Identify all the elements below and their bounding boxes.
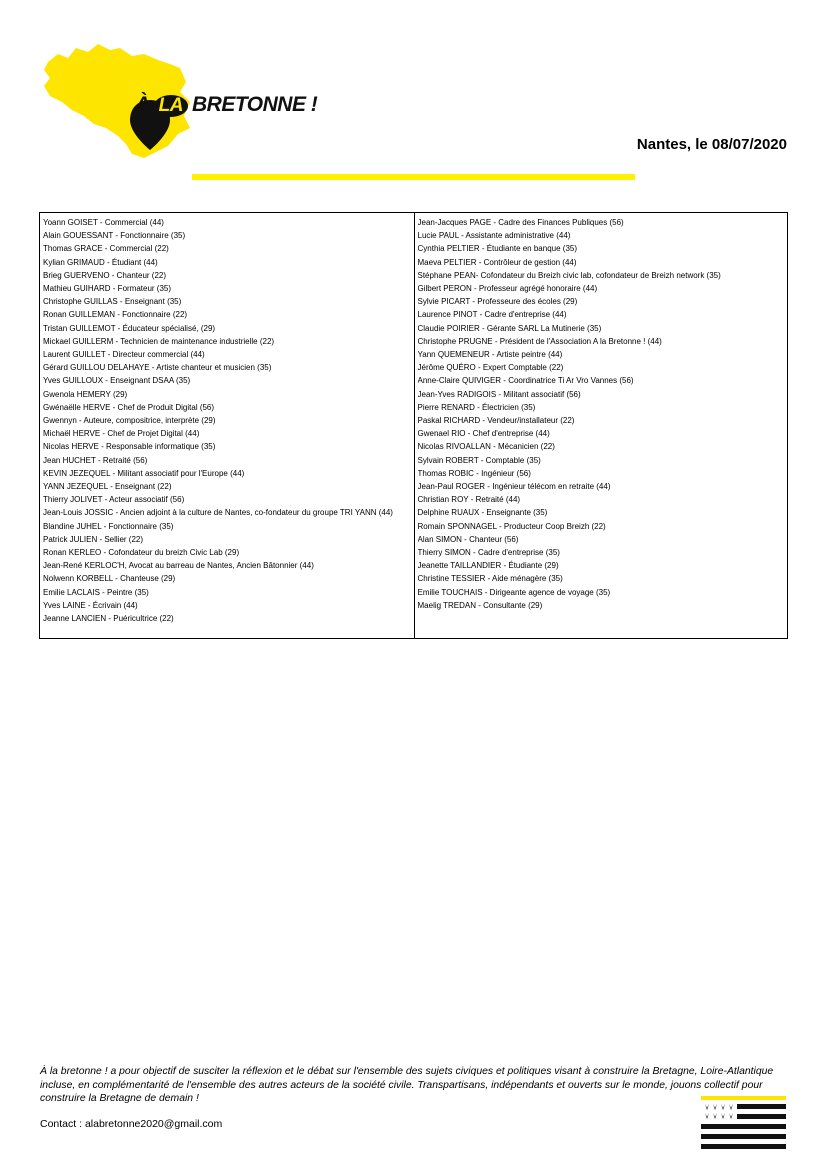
signatory-entry: Jean-René KERLOC'H, Avocat au barreau de Nantes, Ancien Bâtonnier (44) — [43, 561, 314, 571]
signatories-left-column — [40, 213, 414, 638]
signatory-entry: Gwénaëlle HERVE - Chef de Produit Digital (56) — [43, 402, 215, 412]
signatory-entry: Stéphane PEAN- Cofondateur du Breizh civic lab, cofondateur de Breizh network (35) — [417, 270, 721, 280]
signatory-entry: Yves LAINE - Écrivain (44) — [43, 600, 138, 610]
signatory-entry: Claudie POIRIER - Gérante SARL La Mutinerie (35) — [417, 323, 602, 333]
signatories-table — [39, 212, 788, 639]
signatory-entry: Gwenola HEMERY (29) — [43, 389, 128, 399]
signatory-entry: Delphine RUAUX - Enseignante (35) — [417, 508, 548, 518]
signatory-entry: Thierry SIMON - Cadre d'entreprise (35) — [417, 548, 560, 558]
signatory-entry: Gérard GUILLOU DELAHAYE - Artiste chanteur et musicien (35) — [43, 363, 272, 373]
signatory-entry: Nolwenn KORBELL - Chanteuse (29) — [43, 574, 176, 584]
signatory-entry: Gwennyn - Auteure, compositrice, interprète (29) — [43, 416, 216, 426]
logo-wordmark — [135, 93, 317, 117]
signatory-entry: Anne-Claire QUIVIGER - Coordinatrice Ti Ar Vro Vannes (56) — [417, 376, 634, 386]
signatory-entry: Lucie PAUL - Assistante administrative (44) — [417, 231, 571, 241]
signatory-entry: Sylvie PICART - Professeure des écoles (29) — [417, 297, 578, 307]
signatory-entry: Pierre RENARD - Électricien (35) — [417, 402, 536, 412]
gwenn-ha-du-flag — [701, 1096, 786, 1154]
signatory-entry: Christophe GUILLAS - Enseignant (35) — [43, 297, 182, 307]
signatory-entry: Jérôme QUÉRO - Expert Comptable (22) — [417, 363, 564, 373]
signatory-entry: Christian ROY - Retraité (44) — [417, 495, 521, 505]
signatory-entry: Jean-Jacques PAGE - Cadre des Finances Publiques (56) — [417, 218, 624, 227]
signatory-entry: Maeva PELTIER - Contrôleur de gestion (44) — [417, 257, 577, 267]
logo-text-prefix: À — [135, 93, 150, 116]
signatory-entry: Emilie LACLAIS - Peintre (35) — [43, 587, 149, 597]
signatory-entry: Yves GUILLOUX - Enseignant DSAA (35) — [43, 376, 191, 386]
signatory-entry: Maelig TREDAN - Consultante (29) — [417, 600, 543, 610]
signatory-entry: Yann QUEMENEUR - Artiste peintre (44) — [417, 350, 563, 360]
brand-logo — [40, 40, 318, 165]
contact-email: Contact : alabretonne2020@gmail.com — [40, 1118, 223, 1130]
signatory-entry: Patrick JULIEN - Sellier (22) — [43, 534, 144, 544]
signatory-entry: Jean-Paul ROGER - Ingénieur télécom en retraite (44) — [417, 482, 611, 492]
signatory-entry: Jean-Louis JOSSIC - Ancien adjoint à la culture de Nantes, co-fondateur du groupe TRI YANN (44) — [43, 508, 393, 518]
signatory-entry: Jean-Yves RADIGOIS - Militant associatif (56) — [417, 389, 581, 399]
signatory-entry: Cynthia PELTIER - Étudiante en banque (35) — [417, 244, 577, 254]
signatory-entry: Tristan GUILLEMOT - Éducateur spécialisé, (29) — [43, 323, 216, 333]
signatory-entry: Thomas GRACE - Commercial (22) — [43, 244, 169, 254]
signatory-entry: Romain SPONNAGEL - Producteur Coop Breizh (22) — [417, 521, 606, 531]
signatory-entry: Laurence PINOT - Cadre d'entreprise (44) — [417, 310, 567, 320]
signatory-entry: YANN JEZEQUEL - Enseignant (22) — [43, 482, 172, 492]
signatory-entry: Gwenael RIO - Chef d'entreprise (44) — [417, 429, 550, 439]
signatory-entry: Paskal RICHARD - Vendeur/installateur (22) — [417, 416, 575, 426]
signatory-entry: Jeanne LANCIEN - Puéricultrice (22) — [43, 614, 174, 624]
signatory-entry: Thierry JOLIVET - Acteur associatif (56) — [43, 495, 185, 505]
signatories-right-column — [414, 213, 788, 638]
signatory-entry: Thomas ROBIC - Ingénieur (56) — [417, 468, 531, 478]
signatory-entry: Nicolas RIVOALLAN - Mécanicien (22) — [417, 442, 555, 452]
logo-text-la: LA — [154, 95, 188, 117]
signatory-entry: Mickael GUILLERM - Technicien de maintenance industrielle (22) — [43, 336, 275, 346]
signatory-entry: Michaël HERVE - Chef de Projet Digital (44) — [43, 429, 200, 439]
logo-text-suffix: BRETONNE ! — [192, 93, 318, 116]
signatory-entry: Jean HUCHET - Retraité (56) — [43, 455, 148, 465]
signatory-entry: KEVIN JEZEQUEL - Militant associatif pour l'Europe (44) — [43, 468, 245, 478]
signatory-entry: Sylvain ROBERT - Comptable (35) — [417, 455, 541, 465]
signatory-entry: Kylian GRIMAUD - Étudiant (44) — [43, 257, 158, 267]
signatory-entry: Christophe PRUGNE - Président de l'Association A la Bretonne ! (44) — [417, 336, 662, 346]
signatory-entry: Nicolas HERVE - Responsable informatique (35) — [43, 442, 216, 452]
footer-description: À la bretonne ! a pour objectif de susciter la réflexion et le débat sur l'ensemble des sujets civiques et politiques visant à construire la Bretagne, Loire-Atlantique incluse, en complémentarité de l'ensemble des autres acteurs de la société civile. Transpartisans, indépendants et ouverts sur le monde, jouons collectif pour construire la Bretagne de demain ! — [40, 1066, 774, 1105]
signatory-entry: Alan SIMON - Chanteur (56) — [417, 534, 519, 544]
letter-date: Nantes, le 08/07/2020 — [636, 136, 787, 153]
signatory-entry: Laurent GUILLET - Directeur commercial (44) — [43, 350, 205, 360]
header-divider — [192, 174, 635, 180]
signatory-entry: Jeanette TAILLANDIER - Étudiante (29) — [417, 561, 559, 571]
signatory-entry: Yoann GOISET - Commercial (44) — [43, 218, 164, 227]
signatory-entry: Emilie TOUCHAIS - Dirigeante agence de voyage (35) — [417, 587, 611, 597]
signatory-entry: Blandine JUHEL - Fonctionnaire (35) — [43, 521, 174, 531]
signatory-entry: Gilbert PERON - Professeur agrégé honoraire (44) — [417, 284, 598, 294]
signatory-entry: Ronan GUILLEMAN - Fonctionnaire (22) — [43, 310, 188, 320]
signatory-entry: Brieg GUERVENO - Chanteur (22) — [43, 270, 167, 280]
signatory-entry: Ronan KERLEO - Cofondateur du breizh Civic Lab (29) — [43, 548, 240, 558]
signatory-entry: Mathieu GUIHARD - Formateur (35) — [43, 284, 172, 294]
signatory-entry: Alain GOUESSANT - Fonctionnaire (35) — [43, 231, 186, 241]
signatory-entry: Christine TESSIER - Aide ménagère (35) — [417, 574, 563, 584]
